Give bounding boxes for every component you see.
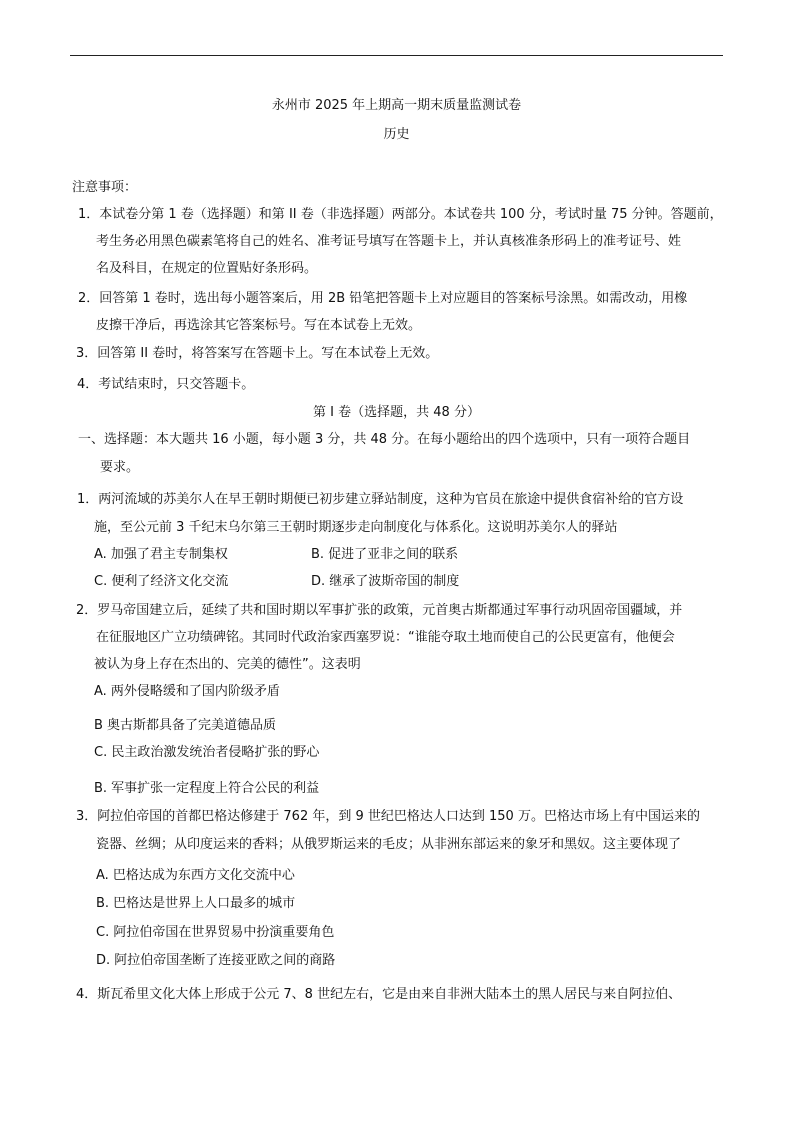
question-3-stem-line-1: 3．阿拉伯帝国的首都巴格达修建于 762 年，到 9 世纪巴格达人口达到 150 万。巴格达市场上有中国运来的 [76,809,700,824]
notice-item-1-line-2: 考生务必用黑色碳素笔将自己的姓名、准考证号填写在答题卡上，并认真核准条形码上的准考证号、姓 [96,234,682,249]
question-2-option-a: A. 两外侵略缓和了国内阶级矛盾 [94,684,280,699]
question-3-option-c: C. 阿拉伯帝国在世界贸易中扮演重要角色 [96,925,335,940]
notice-item-4: 4．考试结束时，只交答题卡。 [77,377,255,392]
question-1-option-d: D. 继承了波斯帝国的制度 [311,574,460,589]
question-3-stem-line-2: 瓷器、丝绸；从印度运来的香料；从俄罗斯运来的毛皮；从非洲东部运来的象牙和黑奴。这主要体现了 [96,837,682,852]
part1-heading: 第 I 卷（选择题，共 48 分） [313,405,480,420]
question-2-option-c: C. 民主政治激发统治者侵略扩张的野心 [94,745,320,760]
question-1-stem-line-2: 施，至公元前 3 千纪末乌尔第三王朝时期逐步走向制度化与体系化。这说明苏美尔人的驿站 [94,520,618,535]
question-3-option-d: D. 阿拉伯帝国垄断了连接亚欧之间的商路 [96,953,336,968]
question-1-stem-line-1: 1．两河流域的苏美尔人在早王朝时期便已初步建立驿站制度，这种为官员在旅途中提供食宿补给的官方设 [77,492,684,507]
exam-subject: 历史 [383,127,410,142]
question-1-option-a: A. 加强了君主专制集权 [94,547,228,562]
section1-instruction-line-1: 一、选择题：本大题共 16 小题，每小题 3 分，共 48 分。在每小题给出的四个选项中，只有一项符合题目 [78,432,691,447]
question-1-option-b: B. 促进了亚非之间的联系 [311,547,459,562]
notice-item-1-line-3: 名及科目，在规定的位置贴好条形码。 [96,261,318,276]
question-1-option-c: C. 便利了经济文化交流 [94,574,229,589]
question-2-option-b: B 奥古斯都具备了完美道德品质 [94,718,277,733]
notice-heading: 注意事项： [72,180,138,195]
notice-item-1-line-1: 1．本试卷分第 1 卷（选择题）和第 II 卷（非选择题）两部分。本试卷共 100 分，考试时量 75 分钟。答题前， [78,207,723,222]
notice-item-3: 3．回答第 II 卷时，将答案写在答题卡上。写在本试卷上无效。 [76,346,439,361]
section1-instruction-line-2: 要求。 [100,460,140,475]
question-2-option-d: B. 军事扩张一定程度上符合公民的利益 [94,781,320,796]
notice-item-2-line-2: 皮擦干净后，再选涂其它答案标号。写在本试卷上无效。 [96,318,422,333]
top-rule [70,55,723,56]
question-2-stem-line-3: 被认为身上存在杰出的、完美的德性”。这表明 [94,657,361,672]
exam-title: 永州市 2025 年上期高一期末质量监测试卷 [271,98,522,113]
notice-item-2-line-1: 2．回答第 1 卷时，选出每小题答案后，用 2B 铅笔把答题卡上对应题目的答案标号涂黑。如需改动，用橡 [78,291,688,306]
question-3-option-a: A. 巴格达成为东西方文化交流中心 [96,868,295,883]
question-3-option-b: B. 巴格达是世界上人口最多的城市 [96,896,296,911]
question-4-stem-line-1: 4．斯瓦希里文化大体上形成于公元 7、8 世纪左右，它是由来自非洲大陆本土的黑人居民与来自阿拉伯、 [76,987,682,1002]
question-2-stem-line-2: 在征服地区广立功绩碑铭。其同时代政治家西塞罗说：“谁能夺取土地而使自己的公民更富有，他便会 [96,630,675,645]
question-2-stem-line-1: 2．罗马帝国建立后，延续了共和国时期以军事扩张的政策，元首奥古斯都通过军事行动巩固帝国疆域，并 [76,603,683,618]
